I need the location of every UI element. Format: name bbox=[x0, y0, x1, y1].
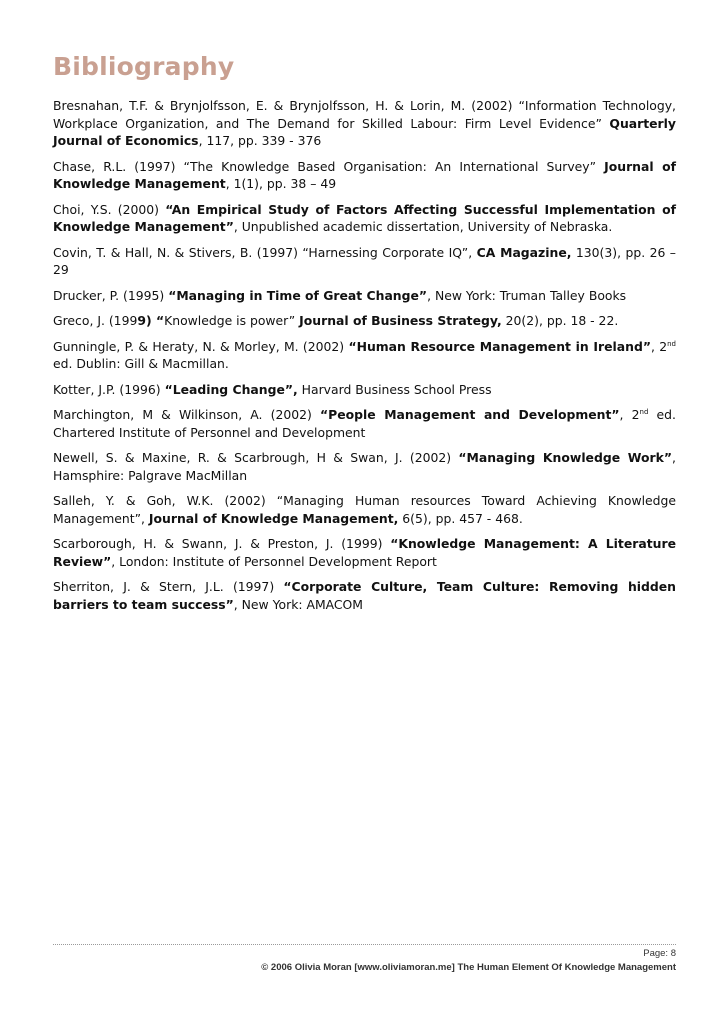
reference-bold-text: “Managing in Time of Great Change” bbox=[168, 287, 428, 303]
reference-bold-text: Quarterly Journal of Economics bbox=[53, 115, 676, 148]
reference-bold-text: “Corporate Culture, Team Culture: Removing hidden barriers to team success” bbox=[53, 579, 676, 612]
reference-text: Greco, J. (199 bbox=[53, 313, 138, 328]
reference-list bbox=[53, 97, 676, 621]
reference-text: Harvard Business School Press bbox=[297, 381, 492, 397]
reference-text: Gunningle, P. & Heraty, N. & Morley, M. (2002) bbox=[53, 338, 349, 354]
footer-copyright: © 2006 Olivia Moran [www.oliviamoran.me] The Human Element Of Knowledge Management bbox=[261, 962, 676, 973]
reference-entry bbox=[53, 97, 676, 150]
reference-bold-text: “Knowledge Management: A Literature Review” bbox=[53, 536, 676, 569]
reference-entry bbox=[53, 338, 676, 373]
reference-bold-text: Journal of Business Strategy, bbox=[299, 313, 502, 328]
reference-text: , 117, pp. 339 - 376 bbox=[198, 133, 322, 148]
reference-bold-text: “Managing Knowledge Work” bbox=[458, 450, 673, 465]
reference-text: Marchington, M & Wilkinson, A. (2002) bbox=[53, 407, 321, 422]
reference-text: 20(2), pp. 18 - 22. bbox=[501, 313, 619, 328]
reference-entry bbox=[53, 158, 676, 193]
reference-text: , Hamsphire: Palgrave MacMillan bbox=[53, 450, 676, 483]
reference-text: , 2 bbox=[650, 338, 668, 354]
reference-bold-text: “Human Resource Management in Ireland” bbox=[348, 338, 651, 354]
reference-entry bbox=[53, 578, 676, 613]
reference-text: 130(3), pp. 26 – 29 bbox=[53, 244, 677, 277]
reference-bold-text: “An Empirical Study of Factors Affecting Successful Implementation of Knowledge Management” bbox=[53, 201, 676, 234]
reference-text: Kotter, J.P. (1996) bbox=[53, 381, 165, 397]
reference-entry bbox=[53, 449, 676, 484]
reference-text: , London: Institute of Personnel Development Report bbox=[111, 553, 437, 569]
ordinal-suffix: nd bbox=[667, 339, 676, 348]
reference-entry bbox=[53, 312, 676, 330]
reference-text: Salleh, Y. & Goh, W.K. (2002) “Managing Human resources Toward Achieving Knowledge Management”, bbox=[53, 493, 676, 526]
reference-text: 6(5), pp. 457 - 468. bbox=[398, 510, 523, 526]
reference-text: , New York: Truman Talley Books bbox=[427, 287, 627, 303]
reference-text: , New York: AMACOM bbox=[233, 596, 363, 612]
reference-text: ed. Chartered Institute of Personnel and Development bbox=[53, 407, 676, 440]
reference-bold-text: “People Management and Development” bbox=[320, 407, 620, 422]
reference-text: ed. Dublin: Gill & Macmillan. bbox=[53, 356, 229, 371]
reference-bold-text: 9) “ bbox=[137, 313, 165, 328]
reference-bold-text: CA Magazine, bbox=[476, 244, 572, 260]
reference-text: Choi, Y.S. (2000) bbox=[53, 201, 166, 217]
reference-entry bbox=[53, 201, 676, 236]
reference-bold-text: Journal of Knowledge Management, bbox=[148, 510, 399, 526]
reference-text: Chase, R.L. (1997) “The Knowledge Based Organisation: An International Survey” bbox=[53, 158, 605, 174]
reference-text: Knowledge is power” bbox=[164, 313, 300, 328]
reference-entry bbox=[53, 535, 676, 570]
reference-text: Covin, T. & Hall, N. & Stivers, B. (1997) “Harnessing Corporate IQ”, bbox=[53, 244, 477, 260]
reference-text: Scarborough, H. & Swann, J. & Preston, J. (1999) bbox=[53, 536, 391, 551]
reference-entry bbox=[53, 244, 676, 279]
reference-entry bbox=[53, 406, 676, 441]
reference-text: Bresnahan, T.F. & Brynjolfsson, E. & Brynjolfsson, H. & Lorin, M. (2002) “Information Technology, Workplace Organization, and The Demand for Skilled Labour: Firm Level Evidence” bbox=[53, 98, 676, 131]
reference-bold-text: “Leading Change”, bbox=[164, 381, 298, 397]
reference-text: , Unpublished academic dissertation, University of Nebraska. bbox=[233, 219, 613, 234]
reference-entry bbox=[53, 287, 676, 305]
page-title: Bibliography bbox=[53, 52, 235, 81]
reference-text: Newell, S. & Maxine, R. & Scarbrough, H & Swan, J. (2002) bbox=[53, 450, 459, 465]
reference-text: , 2 bbox=[619, 407, 640, 422]
reference-entry bbox=[53, 381, 676, 399]
reference-text: , 1(1), pp. 38 – 49 bbox=[225, 176, 337, 191]
reference-bold-text: Journal of Knowledge Management bbox=[53, 158, 676, 191]
reference-entry bbox=[53, 492, 676, 527]
reference-text: Sherriton, J. & Stern, J.L. (1997) bbox=[53, 579, 284, 594]
reference-text: Drucker, P. (1995) bbox=[53, 287, 169, 303]
ordinal-suffix: nd bbox=[639, 407, 649, 416]
page-number: Page: 8 bbox=[643, 948, 676, 959]
footer-divider bbox=[53, 944, 676, 945]
